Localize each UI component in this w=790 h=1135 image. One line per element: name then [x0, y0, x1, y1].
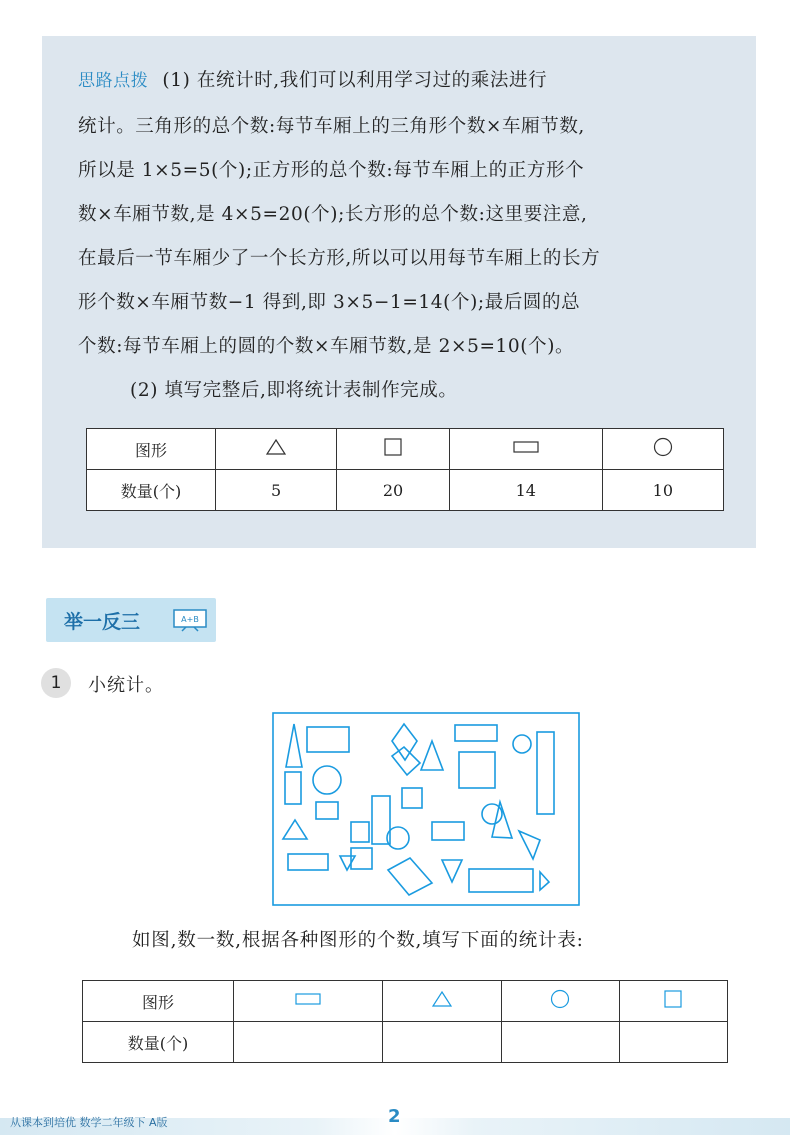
figure-rectangle	[307, 727, 349, 752]
explanation-line-2: 统计。三角形的总个数:每节车厢上的三角形个数×车厢节数,	[78, 116, 585, 137]
blackboard-text: A+B	[181, 615, 199, 624]
explanation-line-5: 在最后一节车厢少了一个长方形,所以可以用每节车厢上的长方	[78, 248, 601, 269]
page-number: 2	[388, 1106, 401, 1127]
footer-book-title: 从课本到培优 数学二年级下 A版	[10, 1116, 168, 1129]
blank-stat-table	[82, 980, 728, 1063]
figure-rectangle	[537, 732, 554, 814]
figure-square	[392, 747, 420, 775]
figure-rectangle	[288, 854, 328, 870]
question-title: 小统计。	[88, 675, 164, 696]
hint-label: 思路点拨	[78, 71, 149, 91]
figure-circle	[513, 735, 531, 753]
triangle-icon	[383, 981, 501, 1022]
figure-rectangle	[285, 772, 301, 804]
row-header-shape: 图形	[83, 981, 234, 1022]
question-instruction: 如图,数一数,根据各种图形的个数,填写下面的统计表:	[132, 930, 584, 951]
figure-rectangle	[455, 725, 497, 741]
section-header	[46, 598, 216, 642]
count-rectangle: 14	[449, 470, 602, 511]
row-header-count: 数量(个)	[87, 470, 216, 511]
row-header-shape: 图形	[87, 429, 216, 470]
blackboard-icon	[172, 608, 208, 632]
row-header-count: 数量(个)	[83, 1022, 234, 1063]
question-number: 1	[41, 668, 71, 698]
figure-triangle	[492, 802, 512, 838]
answer-cell-rectangle[interactable]	[234, 1022, 383, 1063]
figure-triangle	[340, 856, 355, 870]
table-row	[87, 470, 724, 511]
figure-square	[392, 724, 417, 760]
answer-cell-square[interactable]	[619, 1022, 727, 1063]
figure-triangle	[286, 724, 302, 767]
answer-cell-circle[interactable]	[501, 1022, 619, 1063]
page-footer	[0, 1100, 790, 1135]
figure-triangle	[421, 741, 443, 770]
figure-square	[402, 788, 422, 808]
figure-circle	[313, 766, 341, 794]
figure-triangle	[540, 872, 549, 890]
section-title: 举一反三	[64, 611, 141, 633]
circle-icon	[501, 981, 619, 1022]
explanation-line-6: 形个数×车厢节数−1 得到,即 3×5−1=14(个);最后圆的总	[78, 292, 581, 313]
count-circle: 10	[602, 470, 723, 511]
rectangle-icon	[449, 429, 602, 470]
table-row	[83, 1022, 728, 1063]
triangle-icon	[216, 429, 337, 470]
circle-icon	[602, 429, 723, 470]
figure-rectangle	[432, 822, 464, 840]
answer-stat-table	[86, 428, 724, 511]
explanation-line-7: 个数:每节车厢上的圆的个数×车厢节数,是 2×5=10(个)。	[78, 336, 575, 357]
square-icon	[337, 429, 450, 470]
figure-rectangle	[388, 858, 432, 895]
figure-triangle	[442, 860, 462, 882]
explanation-line-3: 所以是 1×5=5(个);正方形的总个数:每节车厢上的正方形个	[78, 160, 585, 181]
table-row	[83, 981, 728, 1022]
figure-rectangle	[469, 869, 533, 892]
explanation-line-8: (2) 填写完整后,即将统计表制作完成。	[130, 380, 458, 401]
answer-cell-triangle[interactable]	[383, 1022, 501, 1063]
count-triangle: 5	[216, 470, 337, 511]
figure-triangle	[519, 831, 540, 859]
rectangle-icon	[234, 981, 383, 1022]
explanation-line-1: 思路点拨 (1) 在统计时,我们可以利用学习过的乘法进行	[78, 70, 548, 91]
figure-triangle	[283, 820, 307, 839]
count-square: 20	[337, 470, 450, 511]
shapes-figure	[272, 712, 582, 908]
figure-square	[459, 752, 495, 788]
figure-square	[316, 802, 338, 819]
explanation-line-4: 数×车厢节数,是 4×5=20(个);长方形的总个数:这里要注意,	[78, 204, 588, 225]
table-row	[87, 429, 724, 470]
square-icon	[619, 981, 727, 1022]
figure-square	[351, 822, 369, 842]
